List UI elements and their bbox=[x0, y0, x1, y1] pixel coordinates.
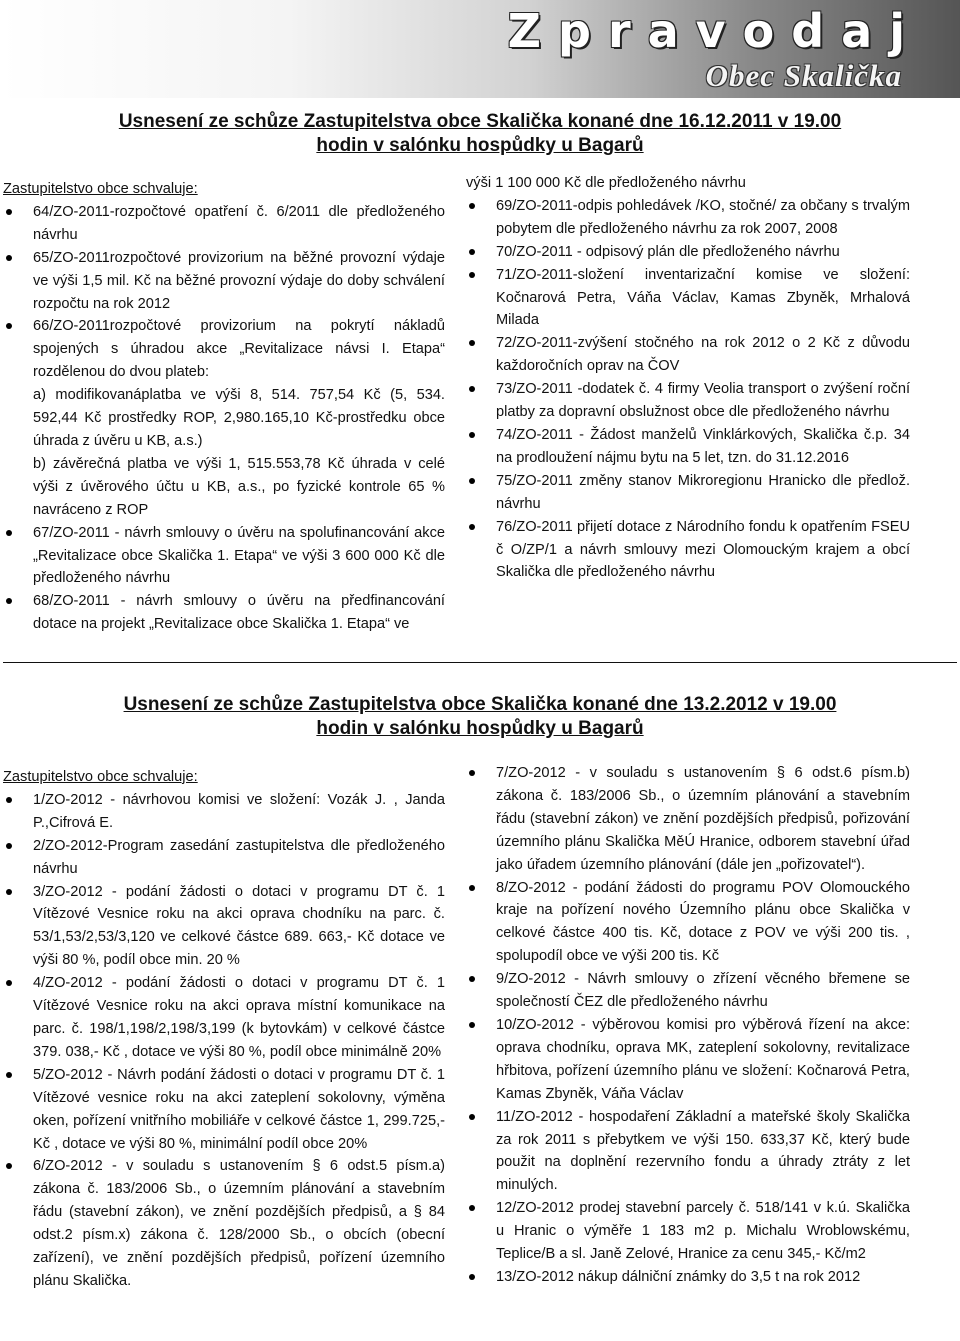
resolution-item: 73/ZO-2011 -dodatek č. 4 firmy Veolia transport o zvýšení roční platby za dopravní obslužnost obce dle předloženého návrhu bbox=[466, 378, 910, 424]
masthead-title: Zpravodaj bbox=[507, 4, 922, 58]
resolution-item: 7/ZO-2012 - v souladu s ustanovením § 6 odst.6 písm.b) zákona č. 183/2006 Sb., o územním plánování a stavebním řádu (stavební zákon) ve znění pozdějších předpisů, pořizování územního plánu Skalička MěÚ Hranice, odborem stavební úřad jako úřadem územního plánování (dále jen „pořizovatel“). bbox=[466, 762, 910, 877]
meeting2-section-label: Zastupitelstvo obce schvaluje: bbox=[3, 769, 198, 785]
meeting2-left-column bbox=[3, 766, 445, 1293]
resolution-item: 70/ZO-2011 - odpisový plán dle předloženého návrhu bbox=[466, 241, 910, 264]
resolution-item: 67/ZO-2011 - návrh smlouvy o úvěru na spolufinancování akce „Revitalizace obce Skalička 1. Etapa“ ve výši 3 600 000 Kč dle předloženého návrhu bbox=[3, 522, 445, 591]
meeting1-left-column bbox=[3, 178, 445, 636]
resolution-item: 3/ZO-2012 - podání žádosti o dotaci v programu DT č. 1 Vítězové Vesnice roku na akci oprava chodníku na parc. č. 53/1,53/2,53/3,120 ve celkové částce 689. 663,- Kč dotace ve výši 80 %, podíl obce min. 20 % bbox=[3, 881, 445, 973]
resolution-item: 64/ZO-2011-rozpočtové opatření č. 6/2011 dle předloženého návrhu bbox=[3, 201, 445, 247]
resolution-item: 11/ZO-2012 - hospodaření Základní a mateřské školy Skalička za rok 2011 s přebytkem ve výši 150. 633,37 Kč, který bude použit na doplnění rezervního fondu a úhrady ztráty z let minulých. bbox=[466, 1106, 910, 1198]
meeting2-title-line2: hodin v salónku hospůdky u Bagarů bbox=[316, 718, 644, 739]
resolution-subitem: a) modifikovanáplatba ve výši 8, 514. 757,54 Kč (5, 534. 592,44 Kč prostředky ROP, 2,980.165,10 Kč-prostředku obce úhrada z úvěru u KB, a.s.) bbox=[33, 387, 445, 449]
resolution-item: 9/ZO-2012 - Návrh smlouvy o zřízení věcného břemene se společností ČEZ dle předloženého návrhu bbox=[466, 968, 910, 1014]
masthead-banner bbox=[0, 0, 960, 98]
resolution-item: 75/ZO-2011 změny stanov Mikroregionu Hranicko dle předlož. návrhu bbox=[466, 470, 910, 516]
resolution-item: 4/ZO-2012 - podání žádosti o dotaci v programu DT č. 1 Vítězové Vesnice roku na akci oprava místní komunikace na parc. č. 198/1,198/2,198/3,199 (k bytovkám) v celkové částce 379. 038,- Kč , dotace ve výši 80 %, podíl obce minimálně 20% bbox=[3, 972, 445, 1064]
resolution-item: 10/ZO-2012 - výběrovou komisi pro výběrová řízení na akce: oprava chodníku, oprava MK, zateplení sokolovny, revitalizace hřbitova, pořízení územního plánu ve složení: Kočnarová Petra, Kamas Zbyněk, Váňa Václav bbox=[466, 1014, 910, 1106]
resolution-item: 13/ZO-2012 nákup dálniční známky do 3,5 t na rok 2012 bbox=[466, 1266, 910, 1289]
resolution-item: 6/ZO-2012 - v souladu s ustanovením § 6 odst.5 písm.a) zákona č. 183/2006 Sb., o územním plánování a stavebním řádu (stavební zákon), ve znění pozdějších předpisů, a § 84 odst.2 písm.x) zákona č. 128/2000 Sb., o obcích (obecní zařízení), ve znění pozdějších předpisů, pořízení územního plánu Skalička. bbox=[3, 1155, 445, 1292]
resolution-item: 5/ZO-2012 - Návrh podání žádosti o dotaci v programu DT č. 1 Vítězové vesnice roku na akci zateplení sokolovny, výměna oken, pořízení vnitřního mobiliáře v celkové částce 1, 299.725,- Kč , dotace ve výši 80 %, minimální podíl obce 20% bbox=[3, 1064, 445, 1156]
resolution-item: 12/ZO-2012 prodej stavební parcely č. 518/141 v k.ú. Skalička u Hranic o výměře 1 183 m2 p. Michalu Wroblowskému, Teplice/B a sl. Janě Zelové, Hranice za cenu 345,- Kč/m2 bbox=[466, 1197, 910, 1266]
meeting2-right-column bbox=[466, 762, 910, 1289]
resolution-item: 65/ZO-2011rozpočtové provizorium na běžné provozní výdaje ve výši 1,5 mil. Kč na běžné provozní výdaje do doby schválení rozpočtu na rok 2012 bbox=[3, 247, 445, 316]
masthead-subtitle: Obec Skalička bbox=[705, 58, 902, 93]
meeting2-title-line1: Usnesení ze schůze Zastupitelstva obce Skalička konané dne 13.2.2012 v 19.00 bbox=[123, 694, 837, 715]
resolution-item: 74/ZO-2011 - Žádost manželů Vinklárkových, Skalička č.p. 34 na prodloužení nájmu bytu na 5 let, tzn. do 31.12.2016 bbox=[466, 424, 910, 470]
resolution-item: 1/ZO-2012 - návrhovou komisi ve složení: Vozák J. , Janda P.,Cifrová E. bbox=[3, 789, 445, 835]
section-divider bbox=[3, 662, 957, 663]
resolution-subitem: b) závěrečná platba ve výši 1, 515.553,78 Kč úhrada v celé výši z úvěrového účtu u KB, a.s., po fyzické kontrole 65 % navráceno z ROP bbox=[33, 455, 445, 518]
resolution-item: 8/ZO-2012 - podání žádosti do programu POV Olomouckého kraje na pořízení nového Územního plánu obce Skalička v celkové částce 400 tis. Kč, dotace z POV ve výši 200 tis. , spolupodíl obce ve výši 200 tis. Kč bbox=[466, 877, 910, 969]
resolution-item: 68/ZO-2011 - návrh smlouvy o úvěru na předfinancování dotace na projekt „Revitalizace obce Skalička 1. Etapa“ ve bbox=[3, 590, 445, 636]
resolution-item: 72/ZO-2011-zvýšení stočného na rok 2012 o 2 Kč z důvodu každoročních oprav na ČOV bbox=[466, 332, 910, 378]
meeting1-title-line2: hodin v salónku hospůdky u Bagarů bbox=[316, 135, 644, 156]
meeting1-section-label: Zastupitelstvo obce schvaluje: bbox=[3, 181, 198, 197]
resolution-item: 69/ZO-2011-odpis pohledávek /KO, stočné/ za občany s trvalým pobytem dle předloženého návrhu za rok 2007, 2008 bbox=[466, 195, 910, 241]
resolution-item: 76/ZO-2011 přijetí dotace z Národního fondu k opatřením FSEU č O/ZP/1 a návrh smlouvy mezi Olomouckým krajem a obcí Skalička dle předloženého návrhu bbox=[466, 516, 910, 585]
resolution-continuation: výši 1 100 000 Kč dle předloženého návrhu bbox=[466, 175, 746, 191]
resolution-item: 2/ZO-2012-Program zasedání zastupitelstva dle předloženého návrhu bbox=[3, 835, 445, 881]
resolution-item: 71/ZO-2011-složení inventarizační komise ve složení: Kočnarová Petra, Váňa Václav, Kamas Zbyněk, Mrhalová Milada bbox=[466, 264, 910, 333]
meeting1-title-line1: Usnesení ze schůze Zastupitelstva obce Skalička konané dne 16.12.2011 v 19.00 bbox=[118, 111, 842, 132]
meeting1-right-column bbox=[466, 172, 910, 584]
resolution-item: 66/ZO-2011rozpočtové provizorium na pokrytí nákladů spojených s úhradou akce „Revitalizace návsi I. Etapa“ rozdělenou do dvou plateb: bbox=[3, 315, 445, 384]
